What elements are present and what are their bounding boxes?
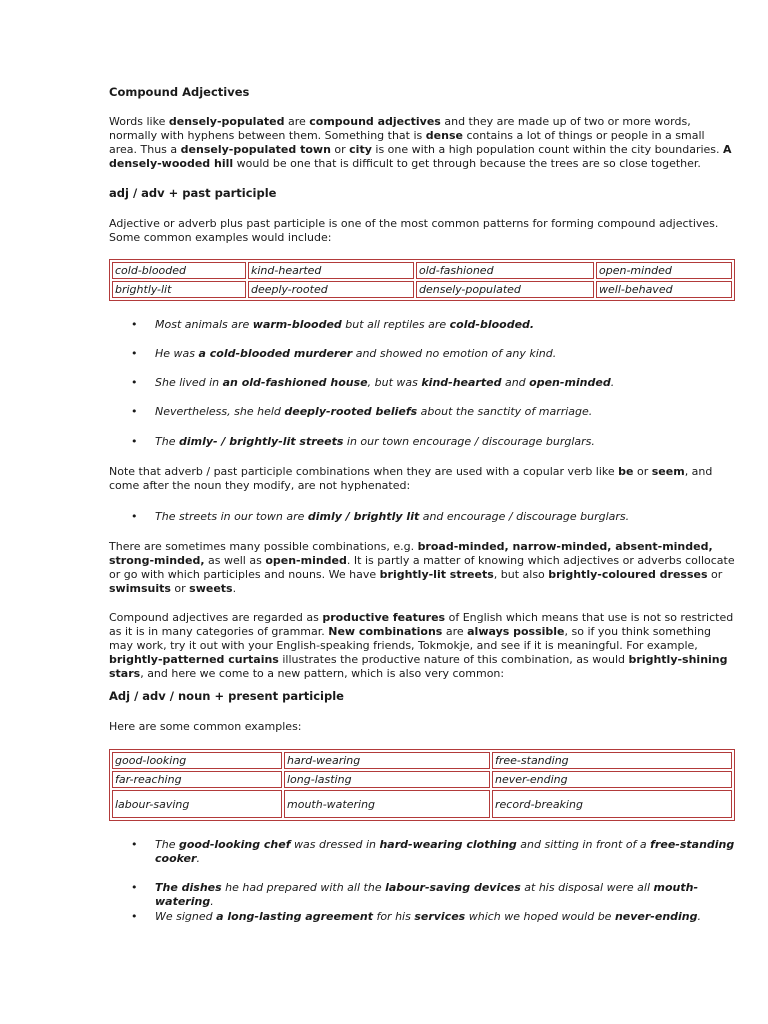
bold-run: compound adjectives	[309, 115, 441, 128]
bold-run: open-minded	[529, 376, 611, 389]
text-run: She lived in	[155, 376, 223, 389]
text-run: would be one that is difficult to get through because the trees are so close together.	[233, 157, 701, 170]
text-run: .	[210, 895, 214, 908]
text-run: of English which means that use is not so restricted as it is in many categories of grammar.	[109, 611, 734, 638]
table-cell: never-ending	[492, 771, 732, 788]
text-run: , but also	[493, 568, 549, 581]
bold-run: dimly / brightly lit	[307, 510, 420, 523]
bullet-icon: •	[131, 838, 138, 851]
bold-run: services	[414, 910, 466, 923]
table-row	[112, 281, 732, 298]
bold-run: mouth-watering	[155, 881, 699, 908]
text-run: or	[707, 568, 723, 581]
bullet-icon: •	[131, 405, 138, 418]
text-run: .	[232, 582, 237, 595]
text-run: or	[633, 465, 652, 478]
bullet-icon: •	[131, 881, 138, 894]
text-run: about the sanctity of marriage.	[417, 405, 593, 418]
table-cell: deeply-rooted	[248, 281, 414, 298]
bold-run: broad-minded, narrow-minded, absent-minded, strong-minded,	[109, 540, 713, 567]
bold-run: cold-blooded.	[449, 318, 535, 331]
bold-run: brightly-coloured dresses	[548, 568, 708, 581]
table-row	[112, 262, 732, 279]
text-run: Note that adverb / past participle combinations when they are used with a copular verb like	[109, 465, 619, 478]
bold-run: a cold-blooded murderer	[198, 347, 353, 360]
list-item-text	[155, 376, 735, 390]
text-run: The	[155, 435, 179, 448]
text-run: he had prepared with all the	[221, 881, 386, 894]
intro-paragraph	[109, 115, 735, 171]
list-item-text	[155, 881, 735, 909]
bold-run: sweets	[189, 582, 233, 595]
text-run: or	[170, 582, 190, 595]
bold-run: dimly- / brightly-lit streets	[178, 435, 344, 448]
bold-run: densely-populated town	[180, 143, 331, 156]
text-run: are	[442, 625, 468, 638]
text-run: . It is partly a matter of knowing which adjectives or adverbs collocate or go with which participles and nouns. We have	[109, 554, 735, 581]
table-cell: densely-populated	[416, 281, 594, 298]
text-run: in our town encourage / discourage burglars.	[343, 435, 595, 448]
bullet-icon: •	[131, 910, 138, 923]
bullet-icon: •	[131, 318, 138, 331]
bold-run: open-minded	[265, 554, 347, 567]
text-run: We signed	[155, 910, 217, 923]
productive-features-paragraph	[109, 611, 735, 681]
bold-run: productive features	[322, 611, 446, 624]
examples-table-past-participle	[109, 259, 735, 301]
text-run: .	[610, 376, 615, 389]
bold-run: a long-lasting agreement	[216, 910, 373, 923]
list-item-text	[155, 510, 735, 524]
bullet-icon: •	[131, 347, 138, 360]
text-run: and	[501, 376, 530, 389]
table-cell: labour-saving	[112, 790, 282, 818]
text-run: at his disposal were all	[520, 881, 654, 894]
text-run: contains a lot of things or people in a small area. Thus a	[109, 129, 705, 156]
bold-run: New combinations	[328, 625, 443, 638]
table-row	[112, 790, 732, 818]
text-run: and sitting in front of a	[516, 838, 651, 851]
bullet-icon: •	[131, 435, 138, 448]
bold-run: labour-saving devices	[385, 881, 521, 894]
text-run: Words like	[109, 115, 169, 128]
text-run: which we hoped would be	[465, 910, 615, 923]
text-run: as well as	[204, 554, 266, 567]
table-cell: kind-hearted	[248, 262, 414, 279]
bold-run: densely-populated	[168, 115, 285, 128]
text-run: and showed no emotion of any kind.	[352, 347, 557, 360]
bold-run: swimsuits	[109, 582, 171, 595]
page-title: Compound Adjectives	[109, 85, 250, 99]
bold-run: A densely-wooded hill	[109, 143, 732, 170]
table-cell: cold-blooded	[112, 262, 246, 279]
bold-run: brightly-shining stars	[109, 653, 728, 680]
section-heading-past-participle: adj / adv + past participle	[109, 186, 277, 200]
table-cell: brightly-lit	[112, 281, 246, 298]
bullet-icon: •	[131, 510, 138, 523]
table-cell: good-looking	[112, 752, 282, 769]
bold-run: hard-wearing clothing	[379, 838, 517, 851]
text-run: Nevertheless, she held	[155, 405, 285, 418]
text-run: and encourage / discourage burglars.	[419, 510, 630, 523]
table-cell: mouth-watering	[284, 790, 490, 818]
text-run: , but was	[367, 376, 422, 389]
present-participle-intro: Here are some common examples:	[109, 720, 302, 733]
text-run: but all reptiles are	[341, 318, 450, 331]
table-cell: open-minded	[596, 262, 732, 279]
table-cell: long-lasting	[284, 771, 490, 788]
bold-run: never-ending	[614, 910, 698, 923]
text-run: Compound adjectives are regarded as	[109, 611, 323, 624]
bold-run: free-standing cooker	[155, 838, 735, 865]
text-run: illustrates the productive nature of this combination, as would	[278, 653, 629, 666]
text-run: , and come after the noun they modify, are not hyphenated:	[109, 465, 713, 492]
list-item-text	[155, 318, 735, 332]
text-run: was dressed in	[290, 838, 380, 851]
text-run: He was	[155, 347, 199, 360]
text-run: .	[196, 852, 200, 865]
bold-run: good-looking chef	[178, 838, 291, 851]
text-run: The	[155, 838, 179, 851]
table-row	[112, 771, 732, 788]
section-heading-present-participle: Adj / adv / noun + present participle	[109, 689, 344, 703]
text-run: and they are made up of two or more words, normally with hyphens between them. Something that is	[109, 115, 691, 142]
text-run: are	[284, 115, 310, 128]
table-cell: free-standing	[492, 752, 732, 769]
text-run: , so if you think something may work, try it out with your English-speaking friends, Tokmokje, and see if it is meaningful. For example,	[109, 625, 712, 652]
table-row	[112, 752, 732, 769]
bold-run: city	[349, 143, 372, 156]
bold-run: brightly-lit streets	[379, 568, 494, 581]
past-participle-intro: Adjective or adverb plus past participle is one of the most common patterns for forming compound adjectives. Some common examples would include:	[109, 217, 719, 244]
text-run: is one with a high population count within the city boundaries.	[371, 143, 724, 156]
text-run: There are sometimes many possible combinations, e.g.	[109, 540, 418, 553]
table-cell: far-reaching	[112, 771, 282, 788]
list-item-text	[155, 405, 735, 419]
list-item-text	[155, 910, 735, 924]
bold-run: deeply-rooted beliefs	[284, 405, 418, 418]
bullet-icon: •	[131, 376, 138, 389]
text-run: The streets in our town are	[155, 510, 308, 523]
list-item-text	[155, 435, 735, 449]
bold-run: seem	[651, 465, 685, 478]
examples-table-present-participle	[109, 749, 735, 821]
text-run: , and here we come to a new pattern, which is also very common:	[140, 667, 505, 680]
bold-run: brightly-patterned curtains	[109, 653, 279, 666]
text-run: or	[330, 143, 350, 156]
text-run: Most animals are	[155, 318, 253, 331]
bold-run: dense	[425, 129, 463, 142]
bold-run: be	[618, 465, 634, 478]
table-cell: hard-wearing	[284, 752, 490, 769]
copular-note-paragraph	[109, 465, 735, 493]
list-item-text	[155, 347, 735, 361]
table-cell: well-behaved	[596, 281, 732, 298]
bold-run: an old-fashioned house	[222, 376, 368, 389]
table-cell: record-breaking	[492, 790, 732, 818]
text-run: .	[697, 910, 702, 923]
list-item-text	[155, 838, 735, 866]
table-cell: old-fashioned	[416, 262, 594, 279]
bold-run: kind-hearted	[421, 376, 502, 389]
bold-run: warm-blooded	[252, 318, 342, 331]
bold-run: The dishes	[155, 881, 222, 894]
bold-run: always possible	[467, 625, 565, 638]
text-run: for his	[372, 910, 415, 923]
combinations-paragraph	[109, 540, 735, 596]
